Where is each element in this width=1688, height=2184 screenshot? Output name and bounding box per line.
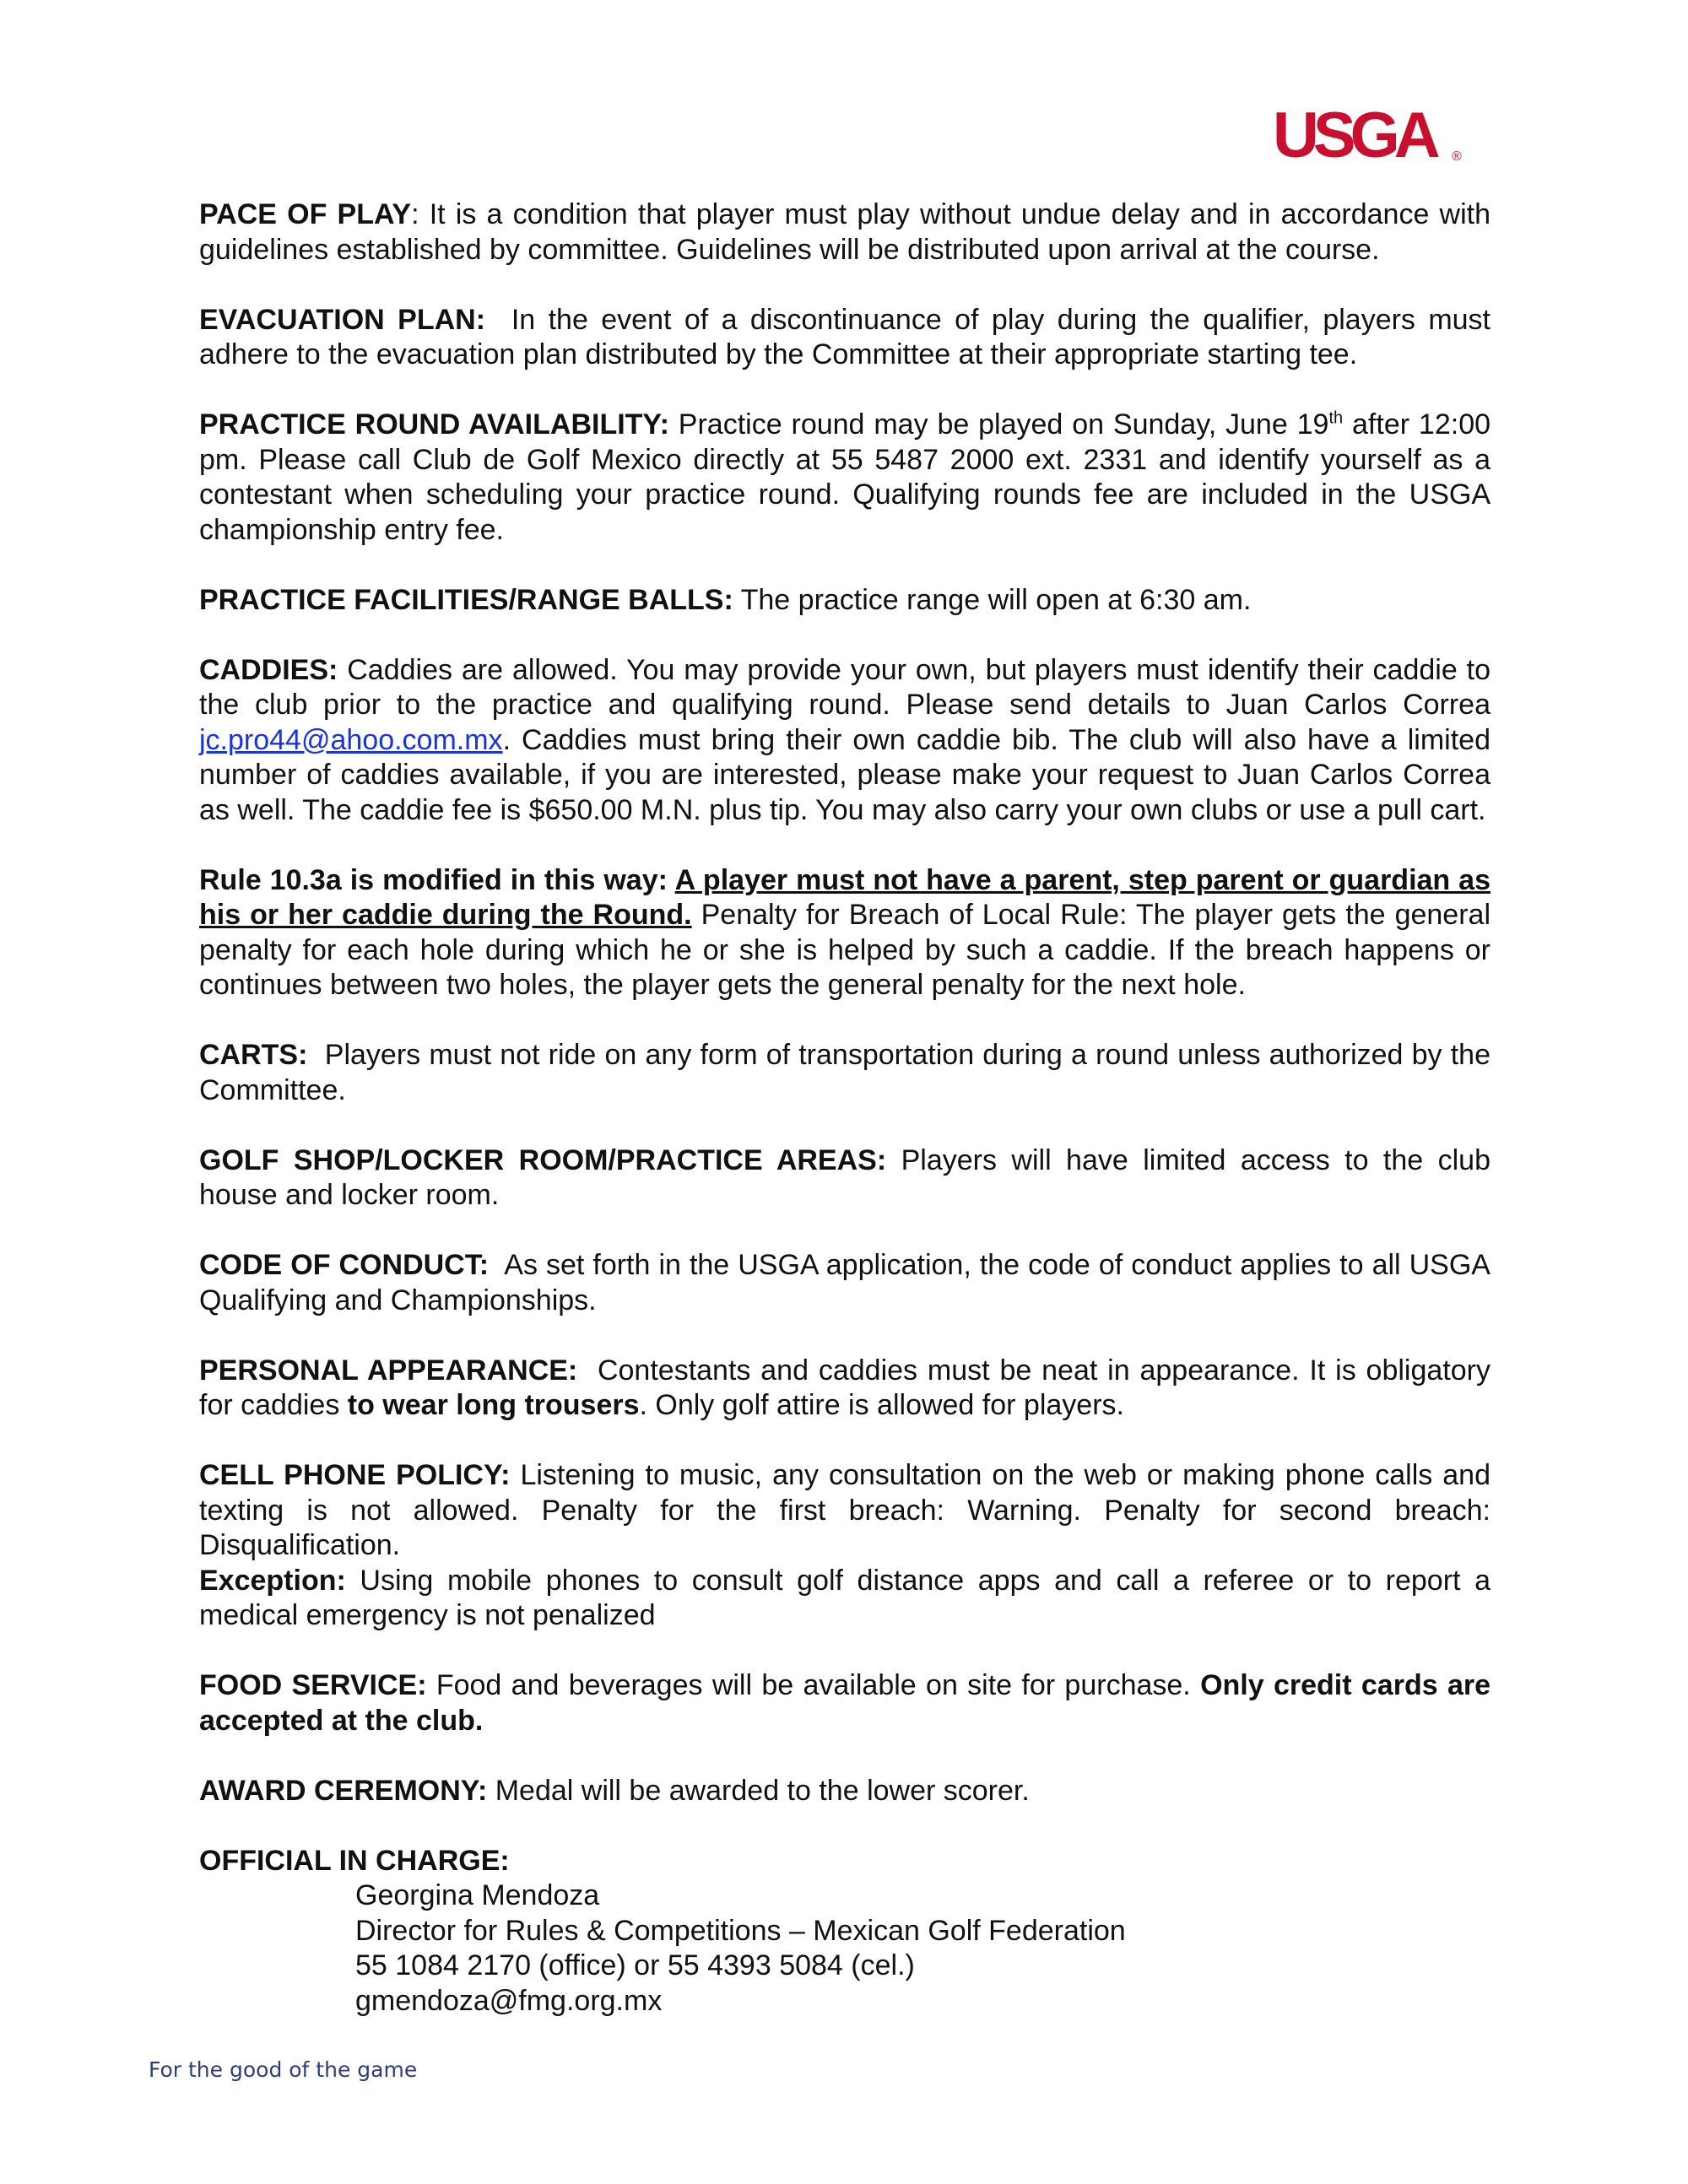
practice-facilities-heading: PRACTICE FACILITIES/RANGE BALLS: (199, 583, 733, 616)
rule-text: Penalty for Breach of Local Rule: The player gets the general penalty for each hole during which he or she is helped by such a caddie. If the breach happens or continues between two holes, the player gets the general penalty for the next hole. (199, 899, 1491, 1001)
food-service-bold: Only credit cards are accepted at the club. (199, 1669, 1491, 1737)
caddies-section (199, 653, 1491, 829)
golf-shop-text: Players will have limited access to the club house and locker room. (199, 1143, 1491, 1211)
practice-facilities-section (199, 583, 1491, 619)
evacuation-plan-heading: EVACUATION PLAN: (199, 303, 486, 336)
official-name: Georgina Mendoza (355, 1879, 600, 1911)
official-phone: 55 1084 2170 (office) or 55 4393 5084 (cel.) (355, 1949, 915, 1981)
code-of-conduct-heading: CODE OF CONDUCT: (199, 1249, 490, 1281)
practice-round-text-1: Practice round may be played on Sunday, June 19 (668, 408, 1329, 441)
code-of-conduct-text: As set forth in the USGA application, the code of conduct applies to all USGA Qualifying and Championships. (199, 1249, 1499, 1316)
pace-of-play-text: : It is a condition that player must play without undue delay and in accordance with guidelines established by committee. Guidelines will be distributed upon arrival at the course. (199, 198, 1491, 266)
practice-round-section (199, 408, 1491, 548)
carts-text: Players must not ride on any form of transportation during a round unless authorized by the Committee. (199, 1039, 1499, 1106)
cell-phone-exception (199, 1564, 1491, 1634)
evacuation-plan-section (199, 303, 1499, 373)
official-in-charge-section (199, 1844, 1491, 2019)
pace-of-play-heading: PACE OF PLAY (199, 198, 412, 230)
practice-round-heading: PRACTICE ROUND AVAILABILITY: (199, 408, 669, 441)
pace-of-play-section (199, 197, 1491, 268)
evacuation-plan-text: In the event of a discontinuance of play during the qualifier, players must adhere to the evacuation plan distributed by the Committee at their appropriate starting tee. (199, 303, 1499, 370)
award-ceremony-section (199, 1774, 1491, 1809)
cell-phone-section (199, 1458, 1491, 1564)
personal-appearance-heading: PERSONAL APPEARANCE: (199, 1354, 578, 1387)
code-of-conduct-section (199, 1248, 1499, 1318)
official-heading: OFFICIAL IN CHARGE: (199, 1844, 510, 1877)
cell-phone-text: Listening to music, any consultation on the web or making phone calls and texting is not allowed. Penalty for the first breach: Warning. Penalty for second breach: Disqualification. (199, 1459, 1491, 1561)
registered-mark: ® (1452, 149, 1462, 164)
official-email[interactable]: gmendoza@fmg.org.mx (355, 1984, 663, 2017)
cell-phone-heading: CELL PHONE POLICY: (199, 1459, 511, 1491)
practice-round-text-2: after 12:00 pm. Please call Club de Golf Mexico directly at 55 5487 2000 ext. 2331 and identify yourself as a contestant when scheduling your practice round. Qualifying rounds fee are included in the USGA championship entry fee. (199, 408, 1491, 546)
document-body (199, 197, 1499, 2019)
caddies-heading: CADDIES: (199, 653, 338, 686)
caddies-text-1: Caddies are allowed. You may provide your own, but players must identify their caddie to the club prior to the practice and qualifying round. Please send details to Juan Carlos Correa (199, 653, 1491, 721)
personal-appearance-text-1: Contestants and caddies must be neat in appearance. It is obligatory for caddies (199, 1354, 1499, 1421)
official-title: Director for Rules & Competitions – Mexican Golf Federation (355, 1914, 1126, 1947)
cell-phone-exception-heading: Exception: (199, 1564, 346, 1597)
carts-heading: CARTS: (199, 1039, 308, 1071)
carts-section (199, 1038, 1499, 1108)
golf-shop-section (199, 1143, 1491, 1214)
award-ceremony-text: Medal will be awarded to the lower scorer. (487, 1774, 1030, 1807)
caddies-email-link[interactable]: jc.pro44@ahoo.com.mx (199, 723, 503, 756)
usga-logo-text: USGA (1273, 101, 1435, 169)
food-service-section (199, 1668, 1491, 1738)
personal-appearance-bold: to wear long trousers (347, 1389, 640, 1421)
usga-logo (1273, 101, 1467, 169)
food-service-text: Food and beverages will be available on site for purchase. (426, 1669, 1201, 1701)
cell-phone-exception-text: Using mobile phones to consult golf distance apps and call a referee or to report a medical emergency is not penalized (199, 1564, 1491, 1631)
rule-10-3a-section (199, 863, 1491, 1003)
golf-shop-heading: GOLF SHOP/LOCKER ROOM/PRACTICE AREAS: (199, 1143, 887, 1176)
practice-facilities-text: The practice range will open at 6:30 am. (733, 583, 1252, 616)
footer-tagline: For the good of the game (149, 2057, 418, 2082)
practice-round-date-suffix: th (1328, 408, 1344, 428)
personal-appearance-section (199, 1354, 1499, 1424)
food-service-heading: FOOD SERVICE: (199, 1669, 427, 1701)
rule-heading: Rule 10.3a is modified in this way: (199, 863, 675, 896)
caddies-text-2: . Caddies must bring their own caddie bib. The club will also have a limited number of caddies available, if you are interested, please make your request to Juan Carlos Correa as well. The caddie fee is $650.00 M.N. plus tip. You may also carry your own clubs or use a pull cart. (199, 723, 1491, 826)
award-ceremony-heading: AWARD CEREMONY: (199, 1774, 488, 1807)
personal-appearance-text-2: . Only golf attire is allowed for players. (639, 1389, 1124, 1421)
rule-underlined-statement: A player must not have a parent, step parent or guardian as his or her caddie during the Round. (199, 863, 1491, 931)
